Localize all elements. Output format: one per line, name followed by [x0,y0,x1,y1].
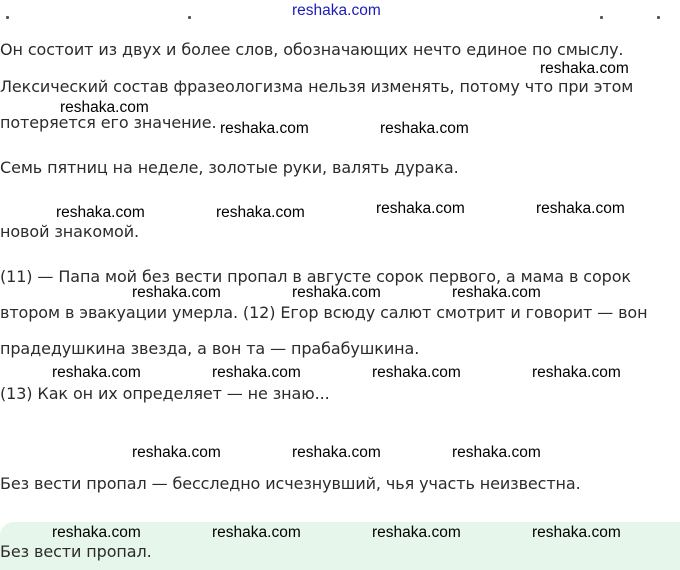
text-fragment [6,16,9,19]
watermark: reshaka.com [60,99,149,116]
watermark: reshaka.com [452,284,541,301]
watermark: reshaka.com [532,364,621,381]
watermark: reshaka.com [540,60,629,77]
text-line: Лексический состав фразеологизма нельзя изменять, потому что при этом [0,77,634,96]
watermark: reshaka.com [216,204,305,221]
watermark: reshaka.com [532,524,621,541]
watermark: reshaka.com [212,524,301,541]
watermark: reshaka.com [372,364,461,381]
text-line: (13) Как он их определяет — не знаю... [0,384,330,403]
text-line: потеряется его значение. [0,113,217,132]
watermark: reshaka.com [452,444,541,461]
watermark: reshaka.com [132,444,221,461]
watermark: reshaka.com [292,2,381,19]
text-line: Он состоит из двух и более слов, обозначающих нечто единое по смыслу. [0,40,624,59]
watermark: reshaka.com [372,524,461,541]
text-line: (11) — Папа мой без вести пропал в августе сорок первого, а мама в сорок [0,267,631,286]
watermark: reshaka.com [212,364,301,381]
watermark: reshaka.com [52,364,141,381]
text-line: прадедушкина звезда, а вон та — прабабушкина. [0,339,420,358]
watermark: reshaka.com [292,284,381,301]
watermark: reshaka.com [220,120,309,137]
watermark: reshaka.com [380,120,469,137]
watermark: reshaka.com [52,524,141,541]
watermark: reshaka.com [132,284,221,301]
text-fragment [188,16,191,19]
watermark: reshaka.com [536,200,625,217]
answer-text: Без вести пропал. [0,542,152,561]
text-fragment [600,16,603,19]
text-line: новой знакомой. [0,222,140,241]
text-line: Семь пятниц на неделе, золотые руки, валять дурака. [0,158,459,177]
watermark: reshaka.com [56,204,145,221]
text-fragment [657,16,660,19]
text-line: Без вести пропал — бесследно исчезнувший, чья участь неизвестна. [0,474,581,493]
watermark: reshaka.com [376,200,465,217]
text-line: втором в эвакуации умерла. (12) Егор всюду салют смотрит и говорит — вон [0,303,648,322]
watermark: reshaka.com [292,444,381,461]
